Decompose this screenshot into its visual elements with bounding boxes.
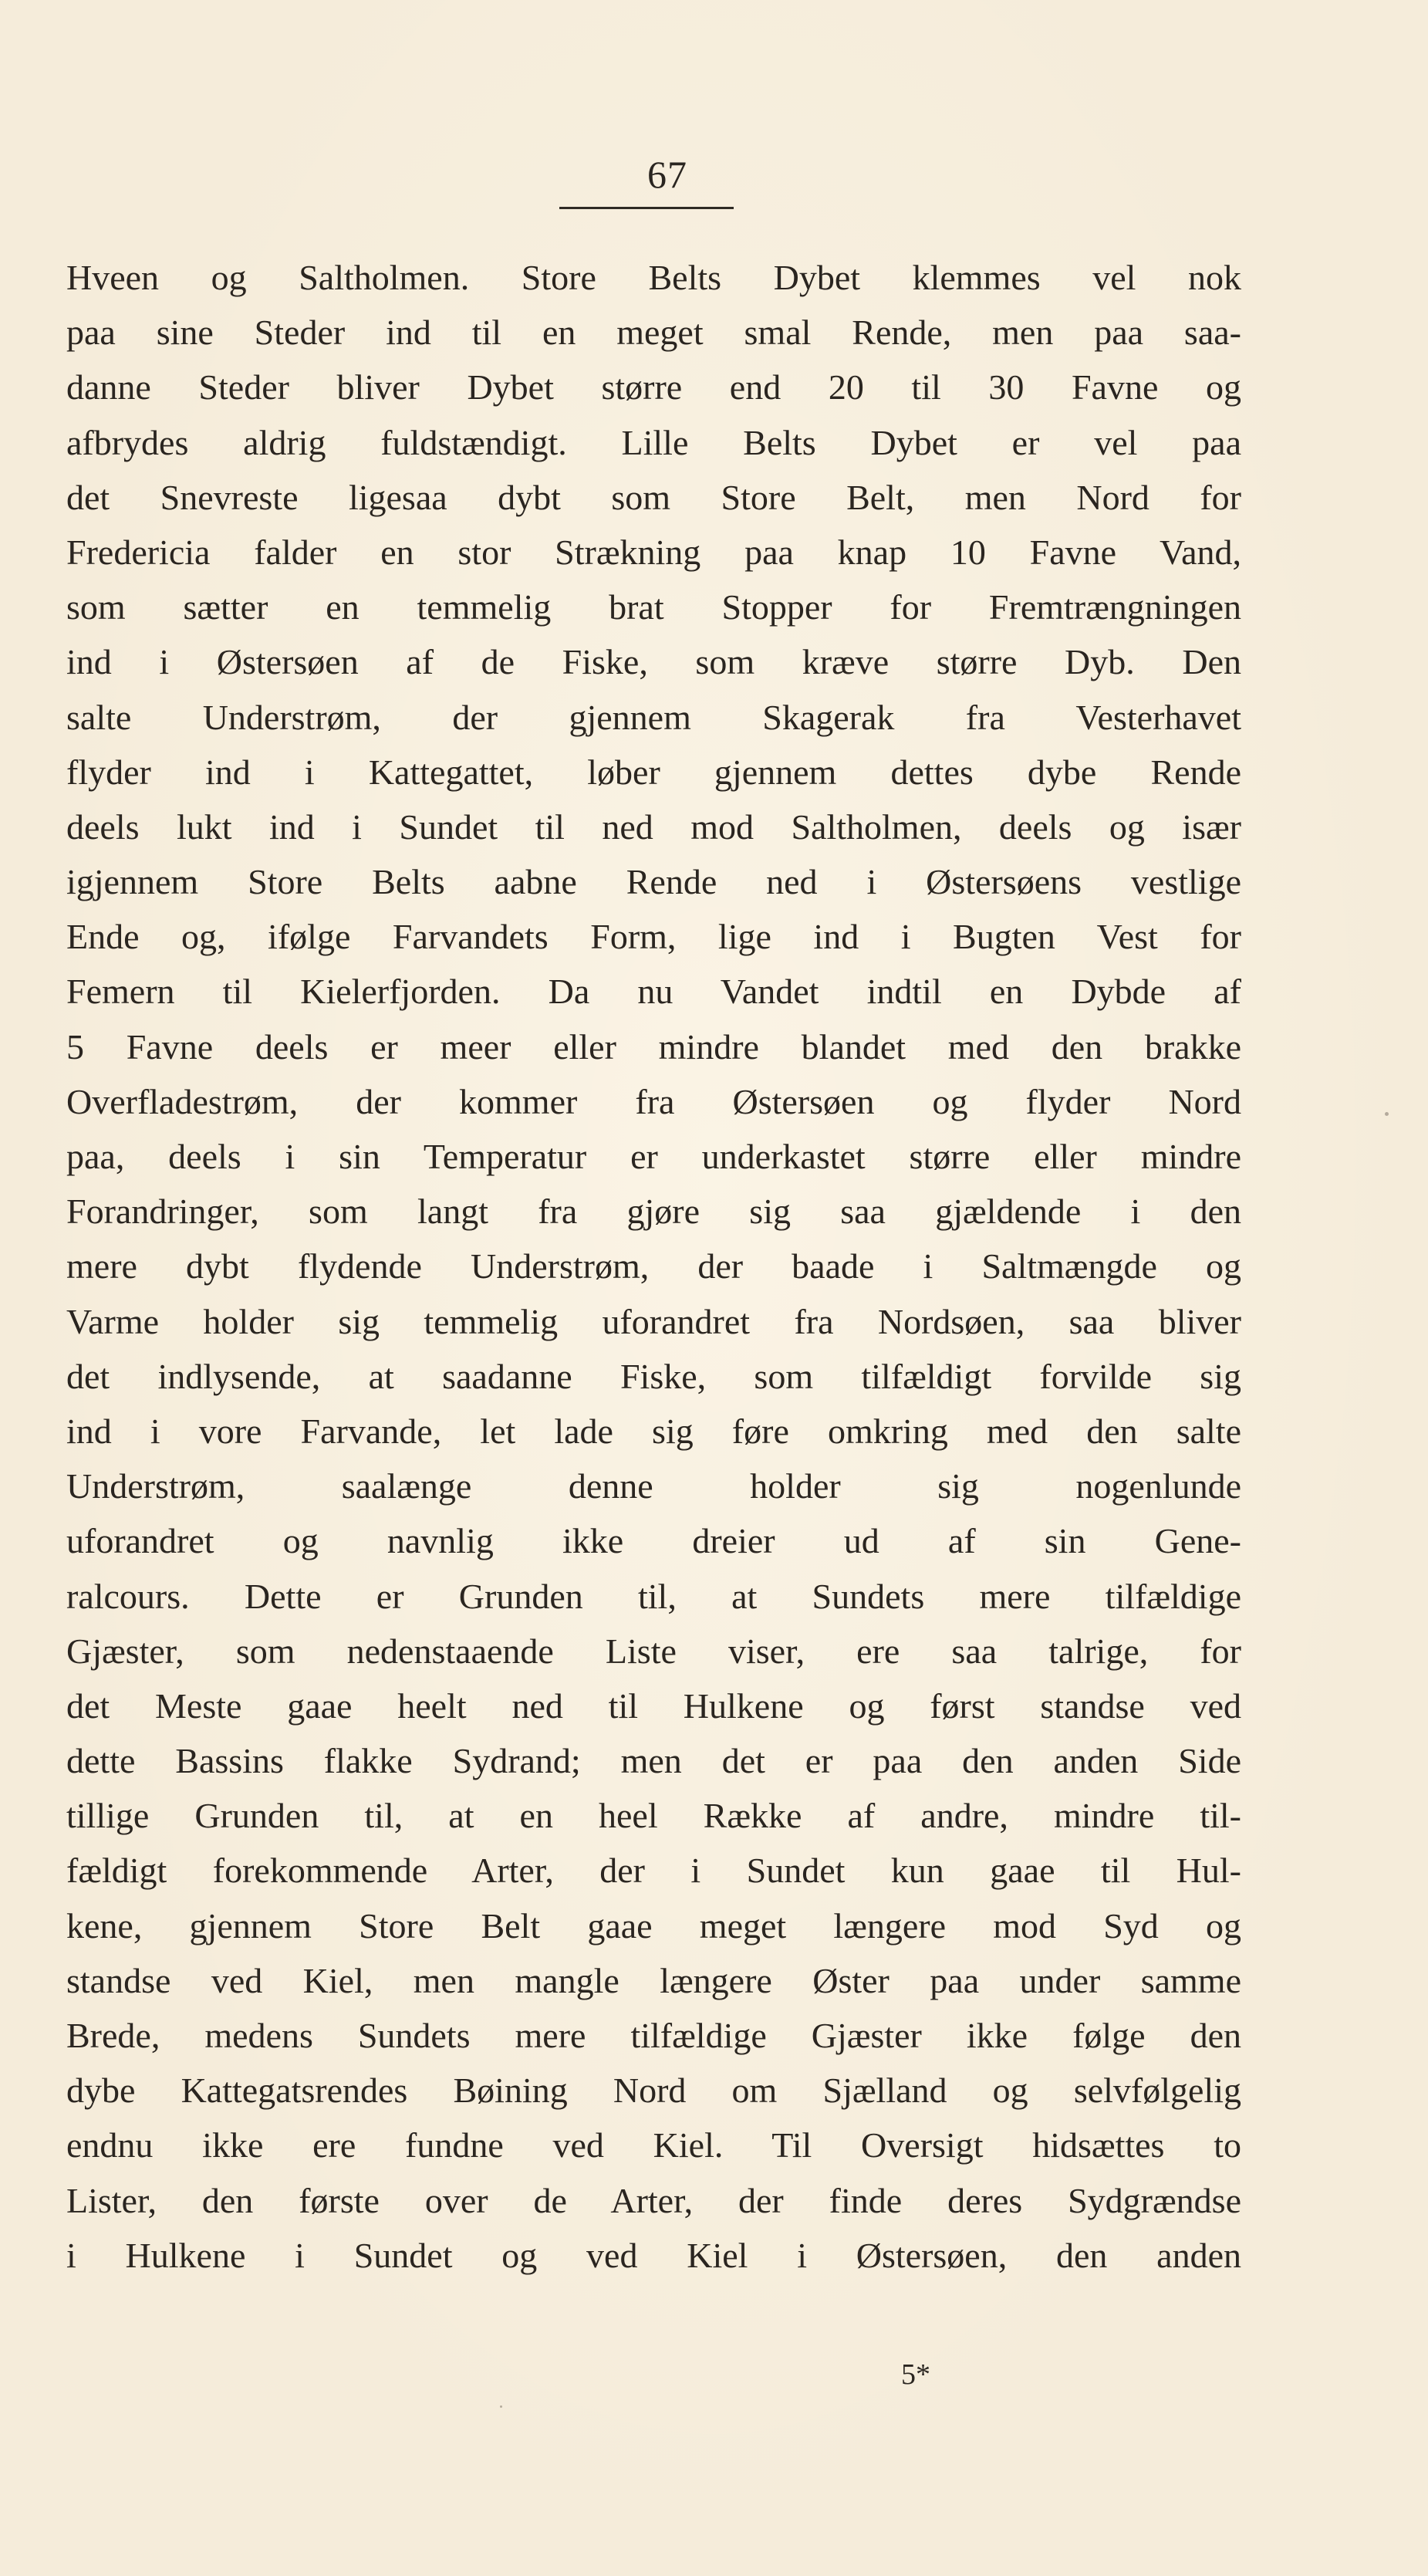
page-number-rule	[559, 207, 734, 209]
text-line: flyder ind i Kattegattet, løber gjennem dettes dybe Rende	[66, 752, 1241, 792]
text-line: afbrydes aldrig fuldstændigt. Lille Belts Dybet er vel paa	[66, 422, 1241, 462]
text-line: ind i vore Farvande, let lade sig føre omkring med den salte	[66, 1411, 1241, 1451]
text-line: standse ved Kiel, men mangle længere Øster paa under samme	[66, 1960, 1241, 2000]
text-line: det indlysende, at saadanne Fiske, som tilfældigt forvilde sig	[66, 1356, 1241, 1396]
text-line: Brede, medens Sundets mere tilfældige Gjæster ikke følge den	[66, 2016, 1241, 2055]
text-line: salte Understrøm, der gjennem Skagerak fra Vesterhavet	[66, 697, 1241, 737]
text-line: Forandringer, som langt fra gjøre sig saa gjældende i den	[66, 1192, 1241, 1232]
text-line: ind i Østersøen af de Fiske, som kræve større Dyb. Den	[66, 642, 1241, 682]
text-line: Gjæster, som nedenstaaende Liste viser, ere saa talrige, for	[66, 1631, 1241, 1671]
text-line: paa, deels i sin Temperatur er underkastet større eller mindre	[66, 1137, 1241, 1176]
text-line: tillige Grunden til, at en heel Række af andre, mindre til-	[66, 1796, 1241, 1836]
text-line: uforandret og navnlig ikke dreier ud af sin Gene-	[66, 1521, 1241, 1561]
signature-mark: 5*	[901, 2358, 930, 2391]
text-line: ralcours. Dette er Grunden til, at Sundets mere tilfældige	[66, 1576, 1241, 1616]
text-line: det Snevreste ligesaa dybt som Store Belt, men Nord for	[66, 477, 1241, 517]
text-line: endnu ikke ere fundne ved Kiel. Til Oversigt hidsættes to	[66, 2125, 1241, 2165]
text-line: Understrøm, saalænge denne holder sig nogenlunde	[66, 1466, 1241, 1506]
text-line: som sætter en temmelig brat Stopper for Fremtrængningen	[66, 587, 1241, 627]
text-line: mere dybt flydende Understrøm, der baade i Saltmængde og	[66, 1246, 1241, 1286]
text-line: dybe Kattegatsrendes Bøining Nord om Sjælland og selvfølgelig	[66, 2071, 1241, 2111]
text-line: paa sine Steder ind til en meget smal Rende, men paa saa-	[66, 313, 1241, 353]
text-line: Lister, den første over de Arter, der finde deres Sydgrændse	[66, 2180, 1241, 2220]
text-line: Overfladestrøm, der kommer fra Østersøen og flyder Nord	[66, 1081, 1241, 1121]
text-line: igjennem Store Belts aabne Rende ned i Østersøens vestlige	[66, 862, 1241, 902]
paper-speck	[500, 2405, 502, 2408]
text-line: i Hulkene i Sundet og ved Kiel i Østersøen, den anden	[66, 2235, 1241, 2275]
paper-speck	[1385, 1112, 1389, 1116]
text-line: Ende og, ifølge Farvandets Form, lige ind i Bugten Vest for	[66, 917, 1241, 957]
text-line: deels lukt ind i Sundet til ned mod Saltholmen, deels og især	[66, 806, 1241, 847]
text-line: Varme holder sig temmelig uforandret fra Nordsøen, saa bliver	[66, 1301, 1241, 1341]
text-line: Femern til Kielerfjorden. Da nu Vandet indtil en Dybde af	[66, 972, 1241, 1012]
text-line: 5 Favne deels er meer eller mindre blandet med den brakke	[66, 1026, 1241, 1067]
text-line: fældigt forekommende Arter, der i Sundet kun gaae til Hul-	[66, 1851, 1241, 1891]
text-line: dette Bassins flakke Sydrand; men det er paa den anden Side	[66, 1741, 1241, 1781]
text-line: det Meste gaae heelt ned til Hulkene og først standse ved	[66, 1685, 1241, 1726]
body-text	[66, 250, 1241, 2283]
text-line: Hveen og Saltholmen. Store Belts Dybet klemmes vel nok	[66, 258, 1241, 297]
page-number: 67	[647, 153, 687, 196]
text-line: Fredericia falder en stor Strækning paa knap 10 Favne Vand,	[66, 532, 1241, 572]
text-line: danne Steder bliver Dybet større end 20 til 30 Favne og	[66, 367, 1241, 407]
text-line: kene, gjennem Store Belt gaae meget længere mod Syd og	[66, 1905, 1241, 1946]
